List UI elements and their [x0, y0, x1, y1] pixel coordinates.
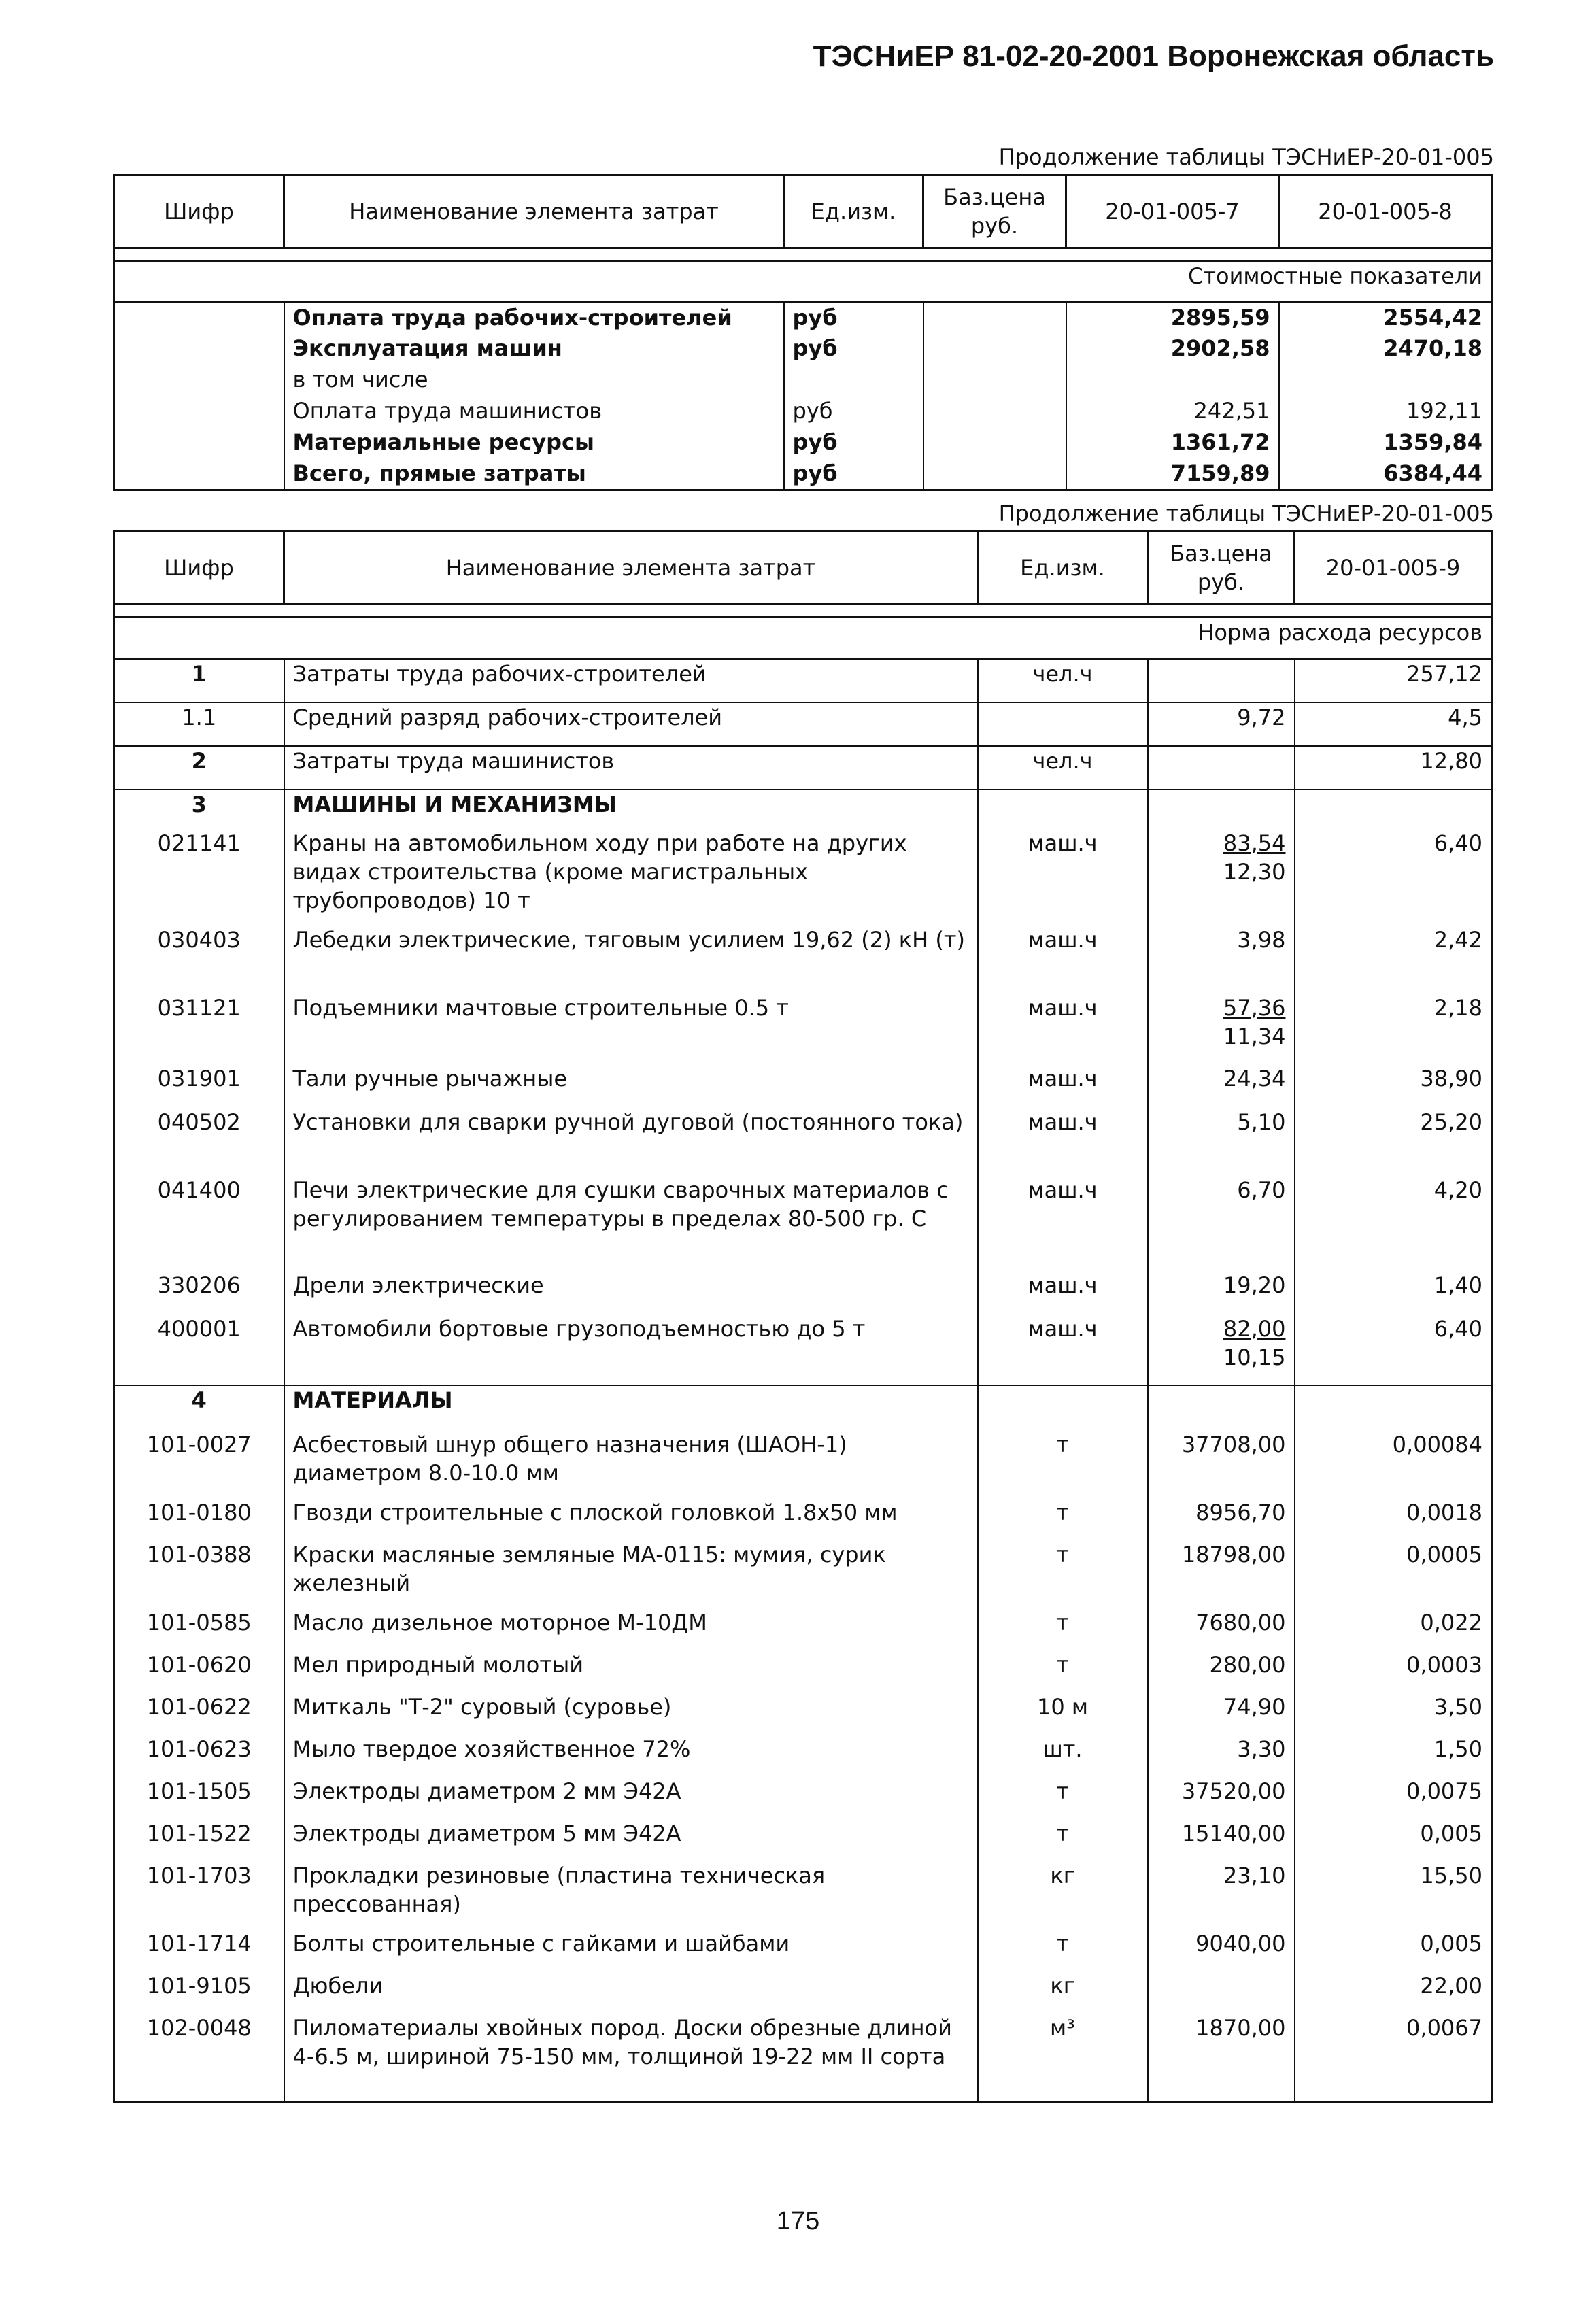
resource-price-cell: [1148, 1498, 1295, 1540]
resource-name: Асбестовый шнур общего назначения (ШАОН-1) диаметром 8.0-10.0 мм: [284, 1430, 978, 1498]
resource-unit: [978, 702, 1148, 746]
resource-name: Затраты труда машинистов: [284, 746, 978, 790]
resource-unit: маш.ч: [978, 994, 1148, 1064]
resource-code: 040502: [114, 1108, 284, 1176]
page-number: 175: [776, 2207, 820, 2235]
resource-unit: т: [978, 1819, 1148, 1861]
machine-row: [114, 1315, 1492, 1385]
labor-row: [114, 659, 1492, 702]
resource-name: Краны на автомобильном ходу при работе на других видах строительства (кроме магистральных трубопроводов) 10 т: [284, 829, 978, 926]
resource-price-cell: [1148, 1540, 1295, 1608]
resource-unit: кг: [978, 1861, 1148, 1929]
cost-unit: [784, 365, 923, 396]
section-title: МАТЕРИАЛЫ: [284, 1385, 978, 1430]
resource-code: 101-1714: [114, 1929, 284, 1971]
machine-row: [114, 829, 1492, 926]
resource-unit: м³: [978, 2014, 1148, 2102]
resource-price-cell: [1148, 659, 1295, 702]
cost-code-cell: [114, 303, 284, 334]
resource-unit: т: [978, 1929, 1148, 1971]
resource-price-cell: [1148, 1315, 1295, 1385]
resource-name: Прокладки резиновые (пластина техническая прессованная): [284, 1861, 978, 1929]
resource-unit: маш.ч: [978, 1108, 1148, 1176]
cost-value-a: 1361,72: [1066, 428, 1279, 459]
cost-unit: руб: [784, 303, 923, 334]
cost-code-cell: [114, 334, 284, 365]
resource-name: Печи электрические для сушки сварочных материалов с регулированием температуры в пределах 80-500 гр. С: [284, 1176, 978, 1271]
material-row: [114, 1608, 1492, 1650]
resource-code: 2: [114, 746, 284, 790]
resource-unit: т: [978, 1430, 1148, 1498]
material-row: [114, 1971, 1492, 2014]
table2-col-name: Наименование элемента затрат: [284, 532, 978, 605]
cost-row: [114, 365, 1492, 396]
cost-value-b: 192,11: [1279, 396, 1492, 428]
resource-name: Мыло твердое хозяйственное 72%: [284, 1735, 978, 1777]
resource-code: 101-9105: [114, 1971, 284, 2014]
resource-unit: маш.ч: [978, 829, 1148, 926]
machine-row: [114, 1271, 1492, 1315]
cost-value-b: 1359,84: [1279, 428, 1492, 459]
resource-unit: т: [978, 1498, 1148, 1540]
resource-code: 101-1505: [114, 1777, 284, 1819]
resource-code: 101-0180: [114, 1498, 284, 1540]
table2-col-price: Баз.цена руб.: [1148, 532, 1295, 605]
cost-row: [114, 428, 1492, 459]
resource-base-price: 19,20: [1223, 1272, 1286, 1298]
resource-norm-value: 0,0018: [1295, 1498, 1492, 1540]
resource-base-price: 57,36: [1223, 994, 1286, 1021]
cost-row: [114, 303, 1492, 334]
cost-value-b: 2554,42: [1279, 303, 1492, 334]
resource-name: Установки для сварки ручной дуговой (постоянного тока): [284, 1108, 978, 1176]
cost-item-name: Материальные ресурсы: [284, 428, 784, 459]
resource-norm-value: 1,50: [1295, 1735, 1492, 1777]
resource-unit: шт.: [978, 1735, 1148, 1777]
resource-name: Тали ручные рычажные: [284, 1064, 978, 1108]
resource-price-cell: [1148, 1650, 1295, 1693]
cost-price-cell: [923, 396, 1066, 428]
resource-code: 101-0388: [114, 1540, 284, 1608]
resource-unit: кг: [978, 1971, 1148, 2014]
table1-col-price: Баз.цена руб.: [923, 175, 1066, 248]
resource-base-price: 9040,00: [1195, 1930, 1286, 1956]
empty-cell: [1295, 1385, 1492, 1430]
material-row: [114, 1430, 1492, 1498]
resource-base-price: 82,00: [1223, 1315, 1286, 1342]
cost-value-a: 2902,58: [1066, 334, 1279, 365]
resource-wage-price: 11,34: [1223, 1023, 1286, 1049]
resource-price-cell: [1148, 994, 1295, 1064]
table1-caption: Продолжение таблицы ТЭСНиЕР-20-01-005: [998, 144, 1494, 170]
section-code: 4: [114, 1385, 284, 1430]
resource-price-cell: [1148, 926, 1295, 994]
cost-value-a: 242,51: [1066, 396, 1279, 428]
resource-unit: т: [978, 1777, 1148, 1819]
resource-unit: т: [978, 1608, 1148, 1650]
table1-header-row: [114, 175, 1492, 248]
resource-name: Краски масляные земляные МА-0115: мумия, сурик железный: [284, 1540, 978, 1608]
resource-name: Мел природный молотый: [284, 1650, 978, 1693]
resource-norm-value: 4,20: [1295, 1176, 1492, 1271]
table1-col-a: 20-01-005-7: [1066, 175, 1279, 248]
resource-norm-value: 6,40: [1295, 829, 1492, 926]
resource-norm-value: 22,00: [1295, 1971, 1492, 2014]
resource-base-price: 280,00: [1209, 1651, 1286, 1678]
resource-norm-value: 0,0005: [1295, 1540, 1492, 1608]
resource-unit: маш.ч: [978, 1271, 1148, 1315]
resource-price-cell: [1148, 1693, 1295, 1735]
resource-base-price: 1870,00: [1195, 2014, 1286, 2041]
resource-code: 101-1522: [114, 1819, 284, 1861]
machine-row: [114, 1064, 1492, 1108]
cost-item-name: Всего, прямые затраты: [284, 459, 784, 490]
resource-wage-price: 10,15: [1223, 1344, 1286, 1370]
resource-base-price: 37708,00: [1181, 1431, 1286, 1457]
resource-unit: маш.ч: [978, 1315, 1148, 1385]
section-title: МАШИНЫ И МЕХАНИЗМЫ: [284, 790, 978, 829]
table1-col-name: Наименование элемента затрат: [284, 175, 784, 248]
resource-name: Подъемники мачтовые строительные 0.5 т: [284, 994, 978, 1064]
resource-base-price: 24,34: [1223, 1065, 1286, 1091]
resource-name: Гвозди строительные с плоской головкой 1.8х50 мм: [284, 1498, 978, 1540]
resource-norm-value: 257,12: [1295, 659, 1492, 702]
cost-unit: руб: [784, 428, 923, 459]
resource-base-price: 8956,70: [1195, 1499, 1286, 1525]
resource-price-cell: [1148, 1064, 1295, 1108]
resource-base-price: 83,54: [1223, 830, 1286, 856]
section-materials: [114, 1385, 1492, 1430]
empty-cell: [978, 790, 1148, 829]
cost-value-b: 2470,18: [1279, 334, 1492, 365]
cost-row: [114, 459, 1492, 490]
cost-price-cell: [923, 365, 1066, 396]
cost-price-cell: [923, 459, 1066, 490]
material-row: [114, 1735, 1492, 1777]
resource-norm-value: 6,40: [1295, 1315, 1492, 1385]
cost-item-name: в том числе: [284, 365, 784, 396]
resource-name: Пиломатериалы хвойных пород. Доски обрезные длиной 4-6.5 м, шириной 75-150 мм, толщиной 19-22 мм II сорта: [284, 2014, 978, 2102]
resource-name: Средний разряд рабочих-строителей: [284, 702, 978, 746]
resource-price-cell: [1148, 746, 1295, 790]
resource-code: 101-0027: [114, 1430, 284, 1498]
material-row: [114, 1929, 1492, 1971]
resource-price-cell: [1148, 829, 1295, 926]
resource-code: 1.1: [114, 702, 284, 746]
resource-norm-value: 0,00084: [1295, 1430, 1492, 1498]
resource-price-cell: [1148, 702, 1295, 746]
table2-caption: Продолжение таблицы ТЭСНиЕР-20-01-005: [998, 501, 1494, 526]
resource-norm-value: 0,022: [1295, 1608, 1492, 1650]
resource-code: 101-0622: [114, 1693, 284, 1735]
cost-row: [114, 334, 1492, 365]
resource-base-price: 9,72: [1237, 704, 1286, 730]
cost-code-cell: [114, 365, 284, 396]
resource-name: Дюбели: [284, 1971, 978, 2014]
resource-code: 101-0623: [114, 1735, 284, 1777]
cost-code-cell: [114, 428, 284, 459]
resource-price-cell: [1148, 1861, 1295, 1929]
material-row: [114, 1777, 1492, 1819]
resource-code: 101-0585: [114, 1608, 284, 1650]
machine-row: [114, 1108, 1492, 1176]
cost-value-a: 2895,59: [1066, 303, 1279, 334]
resource-name: Электроды диаметром 5 мм Э42А: [284, 1819, 978, 1861]
material-row: [114, 1861, 1492, 1929]
resource-unit: т: [978, 1650, 1148, 1693]
machine-row: [114, 1176, 1492, 1271]
resource-name: Электроды диаметром 2 мм Э42А: [284, 1777, 978, 1819]
cost-unit: руб: [784, 459, 923, 490]
resource-norm-value: 15,50: [1295, 1861, 1492, 1929]
material-row: [114, 1650, 1492, 1693]
machine-row: [114, 994, 1492, 1064]
resource-norm-value: 0,0003: [1295, 1650, 1492, 1693]
resource-base-price: 6,70: [1237, 1176, 1286, 1203]
resource-name: Автомобили бортовые грузоподъемностью до 5 т: [284, 1315, 978, 1385]
resource-price-cell: [1148, 1430, 1295, 1498]
resource-wage-price: 12,30: [1223, 858, 1286, 885]
resource-code: 400001: [114, 1315, 284, 1385]
empty-cell: [1148, 790, 1295, 829]
resource-price-cell: [1148, 1108, 1295, 1176]
resource-base-price: 3,30: [1237, 1735, 1286, 1762]
resource-code: 1: [114, 659, 284, 702]
material-row: [114, 1693, 1492, 1735]
resource-code: 031121: [114, 994, 284, 1064]
resource-base-price: 37520,00: [1181, 1778, 1286, 1804]
resource-price-cell: [1148, 1608, 1295, 1650]
cost-item-name: Оплата труда машинистов: [284, 396, 784, 428]
resource-norm-value: 2,42: [1295, 926, 1492, 994]
resource-code: 031901: [114, 1064, 284, 1108]
resource-price-cell: [1148, 1735, 1295, 1777]
resource-name: Затраты труда рабочих-строителей: [284, 659, 978, 702]
resource-name: Масло дизельное моторное М-10ДМ: [284, 1608, 978, 1650]
resource-norm-value: 3,50: [1295, 1693, 1492, 1735]
resource-price-cell: [1148, 2014, 1295, 2102]
resource-name: Болты строительные с гайками и шайбами: [284, 1929, 978, 1971]
resource-base-price: 74,90: [1223, 1693, 1286, 1720]
resource-code: 041400: [114, 1176, 284, 1271]
resource-code: 101-1703: [114, 1861, 284, 1929]
section-code: 3: [114, 790, 284, 829]
labor-row: [114, 746, 1492, 790]
resource-code: 030403: [114, 926, 284, 994]
cost-code-cell: [114, 459, 284, 490]
machine-row: [114, 926, 1492, 994]
cost-price-cell: [923, 334, 1066, 365]
cost-item-name: Эксплуатация машин: [284, 334, 784, 365]
resource-base-price: 5,10: [1237, 1108, 1286, 1135]
cost-value-a: [1066, 365, 1279, 396]
resource-unit: чел.ч: [978, 659, 1148, 702]
empty-cell: [1295, 790, 1492, 829]
material-row: [114, 1540, 1492, 1608]
resource-code: 102-0048: [114, 2014, 284, 2102]
cost-row: [114, 396, 1492, 428]
resource-unit: 10 м: [978, 1693, 1148, 1735]
resource-base-price: 7680,00: [1195, 1609, 1286, 1636]
cost-unit: руб: [784, 334, 923, 365]
resource-price-cell: [1148, 1971, 1295, 2014]
resource-price-cell: [1148, 1819, 1295, 1861]
resource-norm-value: 0,005: [1295, 1929, 1492, 1971]
cost-price-cell: [923, 428, 1066, 459]
resource-price-cell: [1148, 1777, 1295, 1819]
resource-norm-value: 2,18: [1295, 994, 1492, 1064]
resource-base-price: 3,98: [1237, 926, 1286, 953]
resource-code: 021141: [114, 829, 284, 926]
table1-col-b: 20-01-005-8: [1279, 175, 1492, 248]
cost-price-cell: [923, 303, 1066, 334]
cost-code-cell: [114, 396, 284, 428]
material-row: [114, 2014, 1492, 2102]
resource-norm-value: 38,90: [1295, 1064, 1492, 1108]
resource-base-price: 18798,00: [1181, 1541, 1286, 1568]
resource-name: Лебедки электрические, тяговым усилием 19,62 (2) кН (т): [284, 926, 978, 994]
table1-col-unit: Ед.изм.: [784, 175, 923, 248]
resource-norms-table: [113, 530, 1493, 2103]
resource-norm-value: 4,5: [1295, 702, 1492, 746]
resource-norm-value: 25,20: [1295, 1108, 1492, 1176]
table2-band-label: Норма расхода ресурсов: [114, 617, 1492, 659]
resource-price-cell: [1148, 1271, 1295, 1315]
cost-item-name: Оплата труда рабочих-строителей: [284, 303, 784, 334]
table2-col-code: Шифр: [114, 532, 284, 605]
cost-indicators-table: [113, 174, 1493, 491]
resource-base-price: 15140,00: [1181, 1820, 1286, 1846]
cost-unit: руб: [784, 396, 923, 428]
table1-col-code: Шифр: [114, 175, 284, 248]
table1-band-label: Стоимостные показатели: [114, 261, 1492, 303]
resource-norm-value: 0,0075: [1295, 1777, 1492, 1819]
resource-unit: чел.ч: [978, 746, 1148, 790]
cost-value-b: 6384,44: [1279, 459, 1492, 490]
resource-price-cell: [1148, 1929, 1295, 1971]
resource-norm-value: 1,40: [1295, 1271, 1492, 1315]
resource-price-cell: [1148, 1176, 1295, 1271]
empty-cell: [1148, 1385, 1295, 1430]
table2-band: [114, 617, 1492, 659]
labor-row: [114, 702, 1492, 746]
resource-code: 330206: [114, 1271, 284, 1315]
table2-col-unit: Ед.изм.: [978, 532, 1148, 605]
material-row: [114, 1819, 1492, 1861]
resource-base-price: 23,10: [1223, 1862, 1286, 1888]
table2-col-a: 20-01-005-9: [1295, 532, 1492, 605]
resource-name: Миткаль "Т-2" суровый (суровье): [284, 1693, 978, 1735]
resource-name: Дрели электрические: [284, 1271, 978, 1315]
table2-header-row: [114, 532, 1492, 605]
resource-norm-value: 0,005: [1295, 1819, 1492, 1861]
table1-band: [114, 261, 1492, 303]
resource-unit: маш.ч: [978, 926, 1148, 994]
resource-code: 101-0620: [114, 1650, 284, 1693]
cost-value-a: 7159,89: [1066, 459, 1279, 490]
resource-unit: т: [978, 1540, 1148, 1608]
document-header: ТЭСНиЕР 81-02-20-2001 Воронежская область: [813, 39, 1494, 73]
resource-unit: маш.ч: [978, 1176, 1148, 1271]
resource-norm-value: 0,0067: [1295, 2014, 1492, 2102]
section-machines: [114, 790, 1492, 829]
empty-cell: [978, 1385, 1148, 1430]
material-row: [114, 1498, 1492, 1540]
resource-unit: маш.ч: [978, 1064, 1148, 1108]
cost-value-b: [1279, 365, 1492, 396]
resource-norm-value: 12,80: [1295, 746, 1492, 790]
